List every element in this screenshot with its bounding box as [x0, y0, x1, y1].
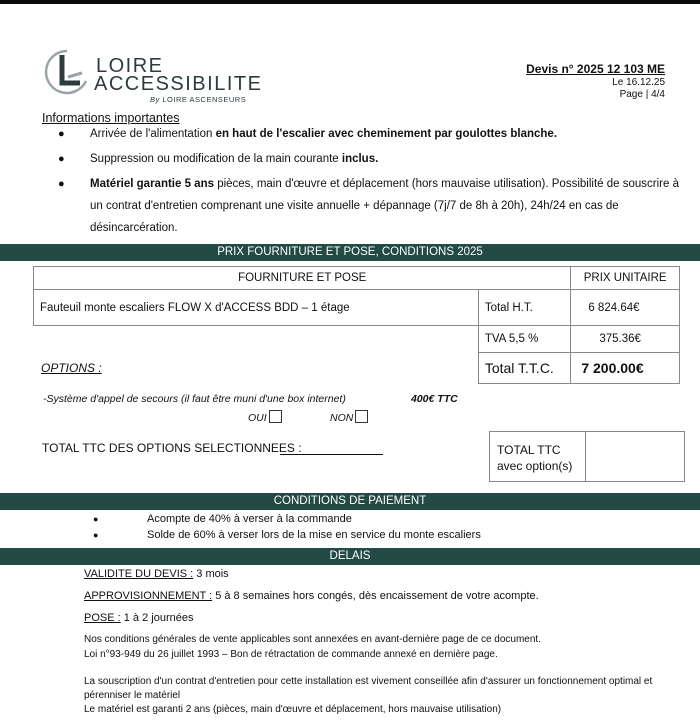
header-fourniture: FOURNITURE ET POSE — [34, 267, 571, 290]
bullet-icon: ● — [93, 530, 99, 540]
ht-value: 6 824.64€ — [571, 290, 680, 326]
options-title: OPTIONS : — [41, 361, 102, 375]
garantie-line: Le matériel est garanti 2 ans (pièces, main d'œuvre et déplacement, hors mauvaise utilisation) — [84, 704, 502, 715]
section-band-delais: DELAIS — [0, 548, 700, 565]
table-row — [34, 290, 680, 326]
oui-label: OUI — [248, 412, 267, 424]
product-cell: Fauteuil monte escaliers FLOW X d'ACCESS BDD – 1 étage — [34, 290, 479, 326]
option-item: -Système d'appel de secours (il faut être muni d'une box internet) — [43, 393, 346, 405]
validite-line — [84, 568, 229, 580]
info-b1-text: Arrivée de l'alimentation — [90, 128, 216, 140]
appro-value: 5 à 8 semaines hors congés, dès encaissement de votre acompte. — [212, 590, 539, 602]
devis-number: Devis n° 2025 12 103 ME — [526, 62, 665, 76]
payment-item-2: Solde de 60% à verser lors de la mise en service du monte escaliers — [147, 529, 481, 541]
non-label: NON — [330, 412, 354, 424]
info-title: Informations importantes — [42, 111, 180, 125]
loire-accessibilite-logo-icon — [42, 47, 92, 97]
bullet-icon: ● — [58, 178, 65, 190]
list-item — [93, 511, 481, 527]
info-b3-bold: Matériel garantie 5 ans — [90, 178, 214, 190]
non-option — [330, 410, 368, 424]
payment-item-1: Acompte de 40% à verser à la commande — [147, 513, 352, 525]
top-border — [0, 0, 700, 4]
total-options-box — [489, 431, 685, 482]
appro-label: APPROVISIONNEMENT : — [84, 590, 213, 602]
table-row — [34, 326, 680, 353]
total-box-label: TOTAL TTC avec option(s) — [497, 443, 573, 473]
total-options-blank-line[interactable] — [280, 454, 383, 455]
header-prix-unitaire: PRIX UNITAIRE — [571, 267, 680, 290]
cgv-line: Nos conditions générales de vente applicables sont annexées en avant-dernière page de ce document. — [84, 634, 541, 645]
total-options-label: TOTAL TTC DES OPTIONS SELECTIONNEES : — [42, 441, 302, 455]
oui-checkbox[interactable] — [269, 410, 282, 423]
logo-line-loire: LOIRE — [96, 55, 164, 77]
logo-line-by-loire-ascenseurs — [150, 95, 246, 104]
section-band-paiement: CONDITIONS DE PAIEMENT — [0, 493, 700, 510]
ht-label: Total H.T. — [478, 290, 571, 326]
list-item — [93, 527, 481, 543]
appro-line — [84, 590, 539, 602]
payment-list — [93, 511, 481, 543]
tva-value: 375.36€ — [571, 326, 680, 353]
ttc-label: Total T.T.C. — [478, 353, 571, 384]
empty-cell — [34, 326, 479, 353]
bullet-icon: ● — [58, 128, 65, 140]
list-item — [58, 173, 688, 239]
bullet-icon: ● — [93, 514, 99, 524]
option-price: 400€ TTC — [411, 393, 458, 405]
non-checkbox[interactable] — [355, 410, 368, 423]
validite-label: VALIDITE DU DEVIS : — [84, 568, 194, 580]
bullet-icon: ● — [58, 153, 65, 165]
tva-label: TVA 5,5 % — [478, 326, 571, 353]
info-list — [58, 123, 688, 239]
section-band-prix: PRIX FOURNITURE ET POSE, CONDITIONS 2025 — [0, 244, 700, 261]
logo-sub: LOIRE ASCENSEURS — [162, 95, 247, 104]
contrat-entretien-line: La souscription d'un contrat d'entretien pour cette installation est vivement conseillée afin d'assurer un fonctionnement optimal et pérenniser le matériel — [84, 676, 653, 701]
price-table — [33, 266, 680, 384]
validite-value: 3 mois — [193, 568, 229, 580]
total-box-label-cell — [490, 432, 586, 481]
list-item — [58, 123, 688, 145]
ttc-value: 7 200.00€ — [571, 353, 680, 384]
oui-option — [248, 410, 282, 424]
info-b2-bold: inclus. — [341, 153, 379, 165]
devis-date: Le 16.12.25 — [612, 77, 665, 88]
info-b1-bold: en haut de l'escalier avec cheminement par goulottes blanche. — [215, 128, 558, 140]
info-b3-text: pièces, main d'œuvre et déplacement (hors mauvaise utilisation). Possibilité de souscrire à un contrat d'entretien comprenant une visite annuelle + dépannage (7j/7 de 8h à 20h), 24h/24 en cas de désincarcération. — [90, 178, 679, 234]
info-b2-text: Suppression ou modification de la main courante — [90, 153, 342, 165]
table-row — [34, 353, 680, 384]
logo-line-accessibilite: ACCESSIBILITE — [94, 73, 263, 95]
page-number: Page | 4/4 — [619, 89, 665, 100]
logo-by: By — [150, 95, 160, 104]
pose-label: POSE : — [84, 612, 121, 624]
list-item — [58, 148, 688, 170]
pose-value: 1 à 2 journées — [120, 612, 194, 624]
pose-line — [84, 612, 193, 624]
loi-line: Loi n°93-949 du 26 juillet 1993 – Bon de rétractation de commande annexé en dernière page. — [84, 649, 498, 660]
table-row — [34, 267, 680, 290]
